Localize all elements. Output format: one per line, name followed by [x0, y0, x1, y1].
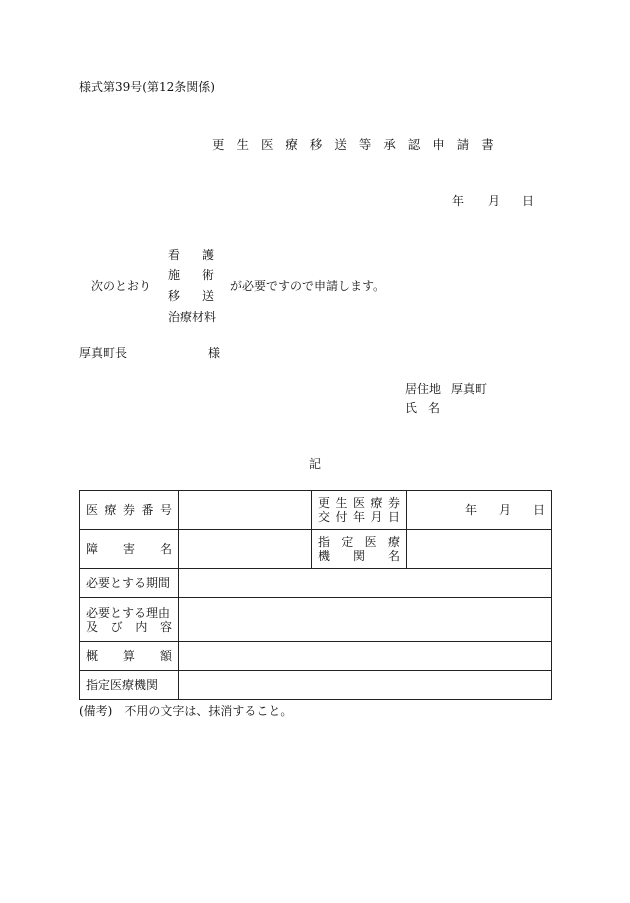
ki-heading: 記 — [309, 457, 322, 471]
name-label: 氏 名 — [405, 401, 440, 415]
table-row — [80, 642, 552, 671]
label-riyu-naiyo: 必要とする理由 及 び 内 容 — [80, 598, 179, 642]
field-shitei-kikan[interactable] — [407, 530, 552, 569]
label-kofu-date: 更 生 医 療 券 交 付 年 月 日 — [312, 491, 407, 530]
field-shitei-iryo-kikan[interactable] — [179, 671, 552, 700]
table-row — [80, 671, 552, 700]
label-gaisan-gaku: 概 算 額 — [80, 642, 179, 671]
table-row — [80, 530, 552, 569]
form-number: 様式第39号(第12条関係) — [79, 80, 215, 94]
option-sejutsu: 施 術 — [168, 268, 214, 282]
address-label: 居住地 — [405, 382, 442, 396]
field-kikan[interactable] — [179, 569, 552, 598]
field-riyu-naiyo[interactable] — [179, 598, 552, 642]
label-kikan: 必要とする期間 — [80, 569, 179, 598]
label-iryoken-bango: 医 療 券 番 号 — [80, 491, 179, 530]
form-table — [79, 490, 552, 700]
date-year: 年 — [452, 194, 465, 208]
label-shogai-mei: 障 害 名 — [80, 530, 179, 569]
kofu-day: 日 — [532, 503, 545, 517]
label-shitei-kikan: 指 定 医 療 機 関 名 — [312, 530, 407, 569]
table-row — [80, 491, 552, 530]
date-day: 日 — [522, 194, 535, 208]
kofu-year: 年 — [465, 503, 478, 517]
page-title: 更 生 医 療 移 送 等 承 認 申 請 書 — [212, 137, 498, 152]
request-prefix: 次のとおり — [91, 279, 152, 293]
table-row — [80, 569, 552, 598]
field-shogai-mei[interactable] — [179, 530, 312, 569]
date-month: 月 — [488, 194, 501, 208]
option-isou: 移 送 — [168, 289, 214, 303]
addressee-name: 厚真町長 — [79, 346, 128, 360]
field-gaisan-gaku[interactable] — [179, 642, 552, 671]
address-value: 厚真町 — [451, 382, 488, 396]
option-chiryo-zairyo: 治療材料 — [168, 310, 217, 324]
kofu-month: 月 — [498, 503, 511, 517]
addressee-honorific: 様 — [208, 346, 221, 360]
label-shitei-iryo-kikan: 指定医療機関 — [80, 671, 179, 700]
remarks: (備考) 不用の文字は、抹消すること。 — [79, 704, 293, 718]
field-kofu-date[interactable] — [407, 491, 552, 530]
request-suffix: が必要ですので申請します。 — [230, 279, 386, 293]
table-row — [80, 598, 552, 642]
field-iryoken-bango[interactable] — [179, 491, 312, 530]
option-kango: 看 護 — [168, 248, 214, 262]
